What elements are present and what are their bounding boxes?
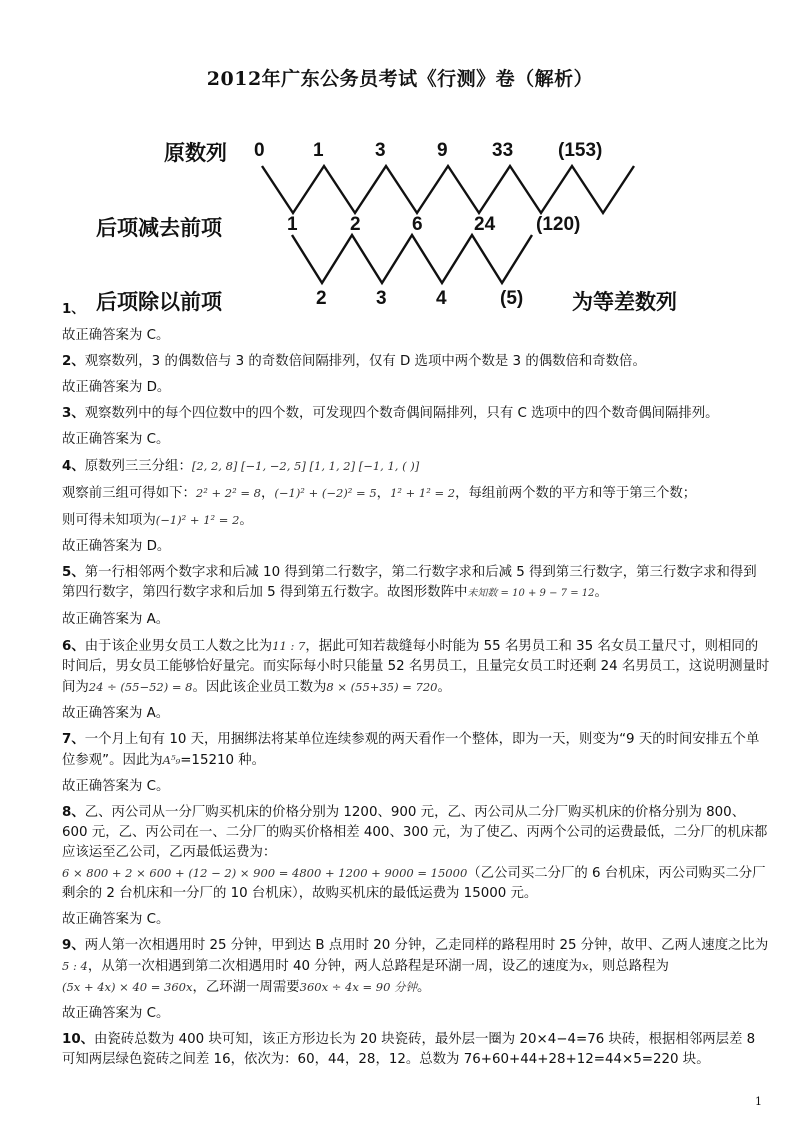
q6-answer: 故正确答案为 A。: [62, 706, 170, 721]
math-formula: 5 : 4: [62, 959, 88, 973]
q4-text-2: 观察前三组可得如下：2² + 2² = 8，(−1)² + (−2)² = 5，1² + 1² = 2，每组前两个数的平方和等于第三个数；: [62, 486, 697, 501]
q9-number: 9、: [62, 938, 85, 953]
q3-text: 3、观察数列中的每个四位数中的四个数，可发现四个数奇偶间隔排列，只有 C 选项中的四个数奇偶间隔排列。: [62, 406, 719, 421]
q7-number: 7、: [62, 732, 85, 747]
math-formula: 24 ÷ (55−52) = 8: [88, 680, 193, 694]
math-formula: A⁵₉: [162, 753, 181, 767]
q7-answer: 故正确答案为 C。: [62, 779, 170, 794]
answer-explanations: [62, 300, 770, 1076]
q1-number: 1、: [62, 302, 85, 317]
row1-num: 0: [254, 140, 265, 161]
math-formula: (5x + 4x) × 40 = 360x: [62, 980, 193, 994]
row1-num: (153): [558, 140, 603, 161]
q9-text: 9、两人第一次相遇用时 25 分钟，甲到达 B 点用时 20 分钟，乙走同样的路程用时 25 分钟，故甲、乙两人速度之比为5 : 4，从第一次相遇到第二次相遇用时 40 分钟，两人总路程是环湖一周，设乙的速度为x，则总路程为 (5x + 4x) × 40 = 360x，乙环湖一周需要360x ÷ 4x = 90 分钟。: [62, 938, 769, 995]
q5-number: 5、: [62, 565, 85, 580]
page-number: 1: [755, 1095, 762, 1108]
math-formula: 8 × (55+35) = 720: [326, 680, 438, 694]
q8-answer: 故正确答案为 C。: [62, 912, 170, 927]
math-formula: (−1)² + 1² = 2: [155, 513, 240, 527]
q5-text: 5、第一行相邻两个数字求和后减 10 得到第二行数字，第二行数字求和后减 5 得到第三行数字，第三行数字求和得到第四行数字，第四行数字求和后加 5 得到第五行数字。故图形数阵中未知数 = 10 + 9 − 7 = 12。: [62, 565, 757, 600]
q10-text: 10、由瓷砖总数为 400 块可知，该正方形边长为 20 块瓷砖，最外层一圈为 20×4−4=76 块砖，根据相邻两层差 8 可知两层绿色瓷砖之间差 16，依次为：60，44，28，12。总数为 76+60+44+28+12=44×5=220 块。: [62, 1032, 756, 1067]
row1-num: 1: [313, 140, 324, 161]
row3-num: 2: [316, 288, 327, 309]
q1-answer: 故正确答案为 C。: [62, 328, 170, 343]
q4-answer: 故正确答案为 D。: [62, 539, 171, 554]
math-formula: 6 × 800 + 2 × 600 + (12 − 2) × 900 = 4800 + 1200 + 9000 = 15000: [62, 866, 468, 880]
row2-num: 24: [474, 214, 496, 235]
math-formula: x: [582, 959, 589, 973]
q2-number: 2、: [62, 354, 85, 369]
row1-num: 3: [375, 140, 386, 161]
q2-text: 2、观察数列，3 的偶数倍与 3 的奇数倍间隔排列，仅有 D 选项中两个数是 3 的偶数倍和奇数倍。: [62, 354, 646, 369]
q4-text: 4、原数列三三分组：[2, 2, 8] [−1, −2, 5] [1, 1, 2] [−1, 1, ( )]: [62, 459, 420, 474]
row1-label: 原数列: [164, 141, 227, 165]
row3-label: 后项除以前项: [96, 290, 222, 314]
row3-suffix: 为等差数列: [572, 290, 677, 314]
q8-number: 8、: [62, 805, 85, 820]
row2-label: 后项减去前项: [96, 216, 222, 240]
row2-num: 1: [287, 214, 298, 235]
row1-num: 33: [492, 140, 514, 161]
page-title: 2012年广东公务员考试《行测》卷（解析）: [206, 68, 594, 90]
q7-text: 7、一个月上旬有 10 天，用捆绑法将某单位连续参观的两天看作一个整体，即为一天，则变为“9 天的时间安排五个单位参观”。因此为A⁵₉=15210 种。: [62, 732, 760, 768]
q6-number: 6、: [62, 639, 85, 654]
row1-num: 9: [437, 140, 448, 161]
number-sequence-diagram: [60, 118, 760, 323]
math-formula: 1² + 1² = 2: [390, 486, 456, 500]
row2-num: 6: [412, 214, 423, 235]
math-formula: 11 : 7: [272, 639, 306, 653]
math-formula: 未知数 = 10 + 9 − 7 = 12: [467, 588, 595, 599]
math-formula: 2² + 2² = 8: [195, 486, 261, 500]
row3-num: 3: [376, 288, 387, 309]
q3-answer: 故正确答案为 C。: [62, 432, 170, 447]
q9-answer: 故正确答案为 C。: [62, 1006, 170, 1021]
q2-answer: 故正确答案为 D。: [62, 380, 171, 395]
q5-answer: 故正确答案为 A。: [62, 612, 170, 627]
q10-number: 10、: [62, 1032, 95, 1047]
math-formula: 360x ÷ 4x = 90 分钟: [299, 980, 418, 994]
q3-number: 3、: [62, 406, 85, 421]
row3-num: (5): [500, 288, 524, 309]
q8-text: 8、乙、丙公司从一分厂购买机床的价格分别为 1200、900 元，乙、丙公司从二分厂购买机床的价格分别为 800、600 元，乙、丙公司在一、二分厂的购买价格相差 400、300 元，为了使乙、丙两个公司的运费最低，二分厂的机床都应该运至乙公司，乙丙最低运费为： 6 × 800 + 2 × 600 + (12 − 2) × 900 = 4800 + 1200 + 9000 = 15000（乙公司买二分厂的 6 台机床，丙公司购买二分厂剩余的 2 台机床和一分厂的 10 台机床），故购买机床的最低运费为 15000 元。: [62, 805, 768, 901]
q6-text: 6、由于该企业男女员工人数之比为11 : 7，据此可知若裁缝每小时能为 55 名男员工和 35 名女员工量尺寸，则相同的时间后，男女员工能够恰好量完。而实际每小时只能量 52 名男员工，且量完女员工时还剩 24 名男员工，这说明测量时间为24 ÷ (55−52) = 8。因此该企业员工数为8 × (55+35) = 720。: [62, 639, 770, 695]
row2-num: 2: [350, 214, 361, 235]
math-formula: (−1)² + (−2)² = 5: [274, 486, 377, 500]
row2-num: (120): [536, 214, 581, 235]
q4-number: 4、: [62, 459, 85, 474]
q4-text-3: 则可得未知项为(−1)² + 1² = 2。: [62, 513, 253, 528]
row3-num: 4: [436, 288, 447, 309]
math-formula: [2, 2, 8] [−1, −2, 5] [1, 1, 2] [−1, 1, ( )]: [191, 459, 420, 473]
